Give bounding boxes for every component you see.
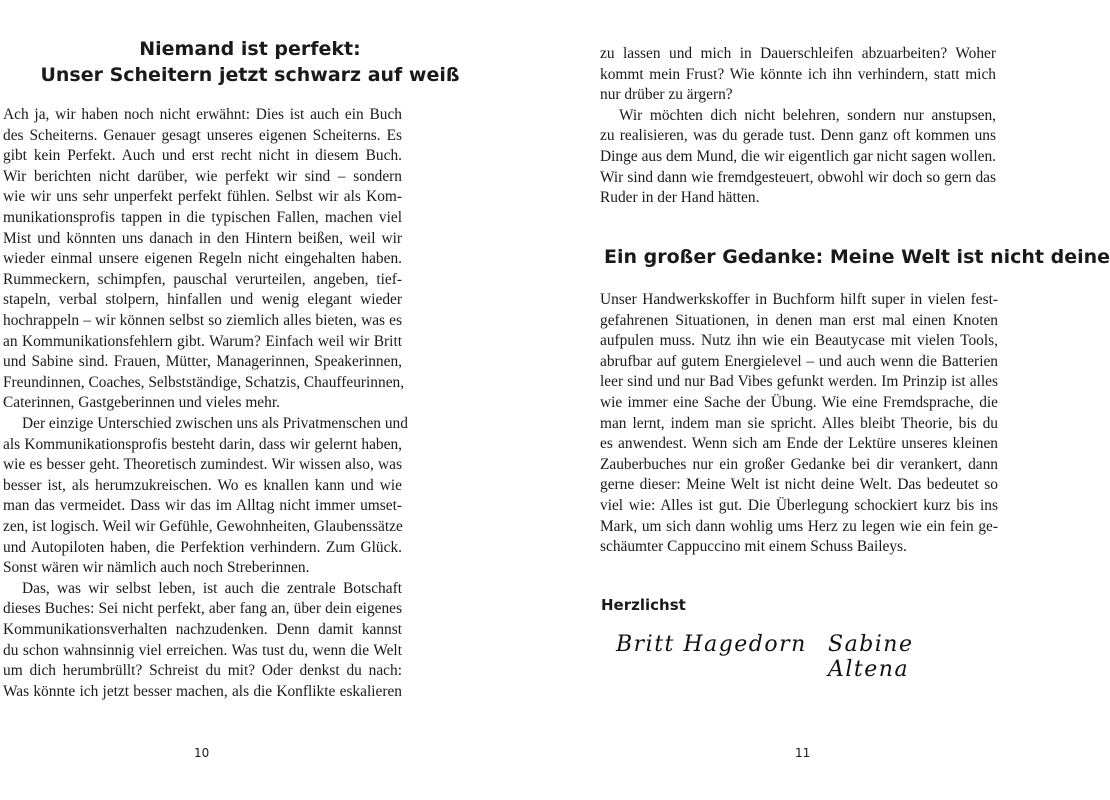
closing-text: Herzlichst <box>601 596 686 614</box>
text-line: Zauberbuches nur ein großer Gedanke bei dir verankert, dann <box>600 455 998 473</box>
page-number-left: 10 <box>194 746 210 760</box>
text-line: Sonst wären wir nämlich auch noch Streberinnen. <box>3 559 310 577</box>
signature-sabine-text: Sabine Altena <box>828 632 914 682</box>
text-line: dieses Buches: Sei nicht perfekt, aber fang an, über dein eigenes <box>3 600 402 618</box>
text-line: du schon wahnsinnig viel erreichen. Was tust du, wenn die Welt <box>3 641 402 659</box>
text-line: wie immer eine Sache der Übung. Wie eine Fremdsprache, die <box>600 394 998 411</box>
text-line: und Autopiloten haben, die Perfektion verhindern. Zum Glück. <box>3 538 402 556</box>
text-line: des Scheiterns. Genauer gesagt unseres eigenen Scheiterns. Es <box>3 126 402 144</box>
text-line: gerne dieser: Meine Welt ist nicht deine Welt. Das bedeutet so <box>600 476 998 494</box>
text-line: abrufbar auf gutem Energielevel – und auch wenn die Batterien <box>600 352 998 370</box>
text-line: Was könnte ich jetzt besser machen, als die Konflikte eskalieren <box>3 682 402 700</box>
text-line: Wir berichten nicht darüber, wie perfekt wir sind – sondern <box>3 167 402 185</box>
right-page <box>500 0 1110 800</box>
text-line: Wir möchten dich nicht belehren, sondern nur anstupsen, <box>619 106 996 124</box>
text-line: Freundinnen, Coaches, Selbstständige, Schatzis, Chauffeurinnen, <box>3 373 405 391</box>
text-line: Der einzige Unterschied zwischen uns als Privatmenschen und <box>22 415 408 432</box>
section-heading: Ein großer Gedanke: Meine Welt ist nicht deine <box>604 246 1110 268</box>
text-line: Ruder in der Hand hätten. <box>600 189 760 207</box>
signature-sabine <box>828 632 1000 682</box>
text-line: zu realisieren, was du gerade tust. Denn ganz oft kommen uns <box>600 127 996 145</box>
text-line: schäumter Cappuccino mit einem Schuss Baileys. <box>600 538 907 556</box>
text-line: Mist und könnten uns danach in den Hintern beißen, weil wir <box>3 229 402 247</box>
text-line: aufpulen muss. Nutz ihn wie ein Beautycase mit vielen Tools, <box>600 332 998 350</box>
text-line: Ach ja, wir haben noch nicht erwähnt: Dies ist auch ein Buch <box>3 106 402 123</box>
signature-britt-text: Britt Hagedorn <box>616 632 807 657</box>
text-line: wie es besser geht. Theoretisch zumindest. Wir wissen also, was <box>3 456 402 474</box>
text-line: nur drüber zu ärgern? <box>600 86 733 104</box>
text-line: Das, was wir selbst leben, ist auch die zentrale Botschaft <box>22 579 402 597</box>
text-line: es anwendest. Wenn sich am Ende der Lektüre unseres kleinen <box>600 435 998 453</box>
text-line: wieder einmal unsere eigenen Regeln nicht eingehalten haben. <box>3 250 402 268</box>
text-line: gibt kein Perfekt. Auch und erst recht nicht in diesem Buch. <box>3 147 402 165</box>
text-line: Dinge aus dem Mund, die wir eigentlich gar nicht sagen wollen. <box>600 148 996 165</box>
text-line: munikationsprofis tappen in die typischen Fallen, machen viel <box>3 209 402 226</box>
text-line: um dich herumbrüllt? Schreist du mit? Oder denkst du nach: <box>3 662 402 680</box>
text-line: an Kommunikationsfehlern gibt. Warum? Einfach weil wir Britt <box>3 332 402 350</box>
text-line: zen, ist logisch. Weil wir Gefühle, Gewohnheiten, Glaubenssätze <box>3 518 403 535</box>
text-line: wie wir uns sehr unperfekt perfekt fühlen. Selbst wir als Kom- <box>3 188 402 206</box>
heading-line-2: Unser Scheitern jetzt schwarz auf weiß <box>40 64 460 86</box>
text-line: viel wie: Alles ist gut. Die Überlegung schockiert kurz bis ins <box>600 497 998 514</box>
text-line: Kommunikationsverhalten nachzudenken. Denn damit kannst <box>3 621 402 638</box>
text-line: Unser Handwerkskoffer in Buchform hilft super in vielen fest- <box>600 291 998 308</box>
text-line: man lernt, indem man sie spricht. Alles bleibt Theorie, bis du <box>600 414 998 432</box>
signature-britt <box>616 632 807 657</box>
text-line: leer sind und nur Bad Vibes gefunkt werden. Im Prinzip ist alles <box>600 373 998 391</box>
text-line: als Kommunikationsprofis besteht darin, dass wir gelernt haben, <box>3 435 402 453</box>
text-line: besser ist, als herumzukreischen. Wo es knallen kann und wie <box>3 476 402 494</box>
text-line: Rummeckern, schimpfen, pauschal verurteilen, angeben, tief- <box>3 270 402 288</box>
heading-line-1: Niemand ist perfekt: <box>139 38 361 60</box>
text-line: kommt mein Frust? Wie könnte ich ihn verhindern, statt mich <box>600 65 996 83</box>
left-page <box>0 0 500 800</box>
page-number-right: 11 <box>795 746 811 760</box>
text-line: Caterinnen, Gastgeberinnen und vieles mehr. <box>3 394 280 412</box>
text-line: gefahrenen Situationen, in denen man erst mal einen Knoten <box>600 311 998 329</box>
text-line: Wir sind dann wie fremdgesteuert, obwohl wir doch so gern das <box>600 168 996 186</box>
text-line: Mark, um sich dann wohlig ums Herz zu legen wie ein fein ge- <box>600 517 998 535</box>
text-line: man das vermeidet. Dass wir das im Alltag nicht immer umset- <box>3 497 402 515</box>
text-line: stapeln, verbal stolpern, hinfallen und wenig elegant wieder <box>3 291 402 309</box>
text-line: und Sabine sind. Frauen, Mütter, Managerinnen, Speakerinnen, <box>3 353 402 371</box>
chapter-heading <box>0 36 500 88</box>
text-line: hochrappeln – wir können selbst so ziemlich alles bieten, was es <box>3 312 402 329</box>
text-line: zu lassen und mich in Dauerschleifen abzuarbeiten? Woher <box>600 45 996 62</box>
